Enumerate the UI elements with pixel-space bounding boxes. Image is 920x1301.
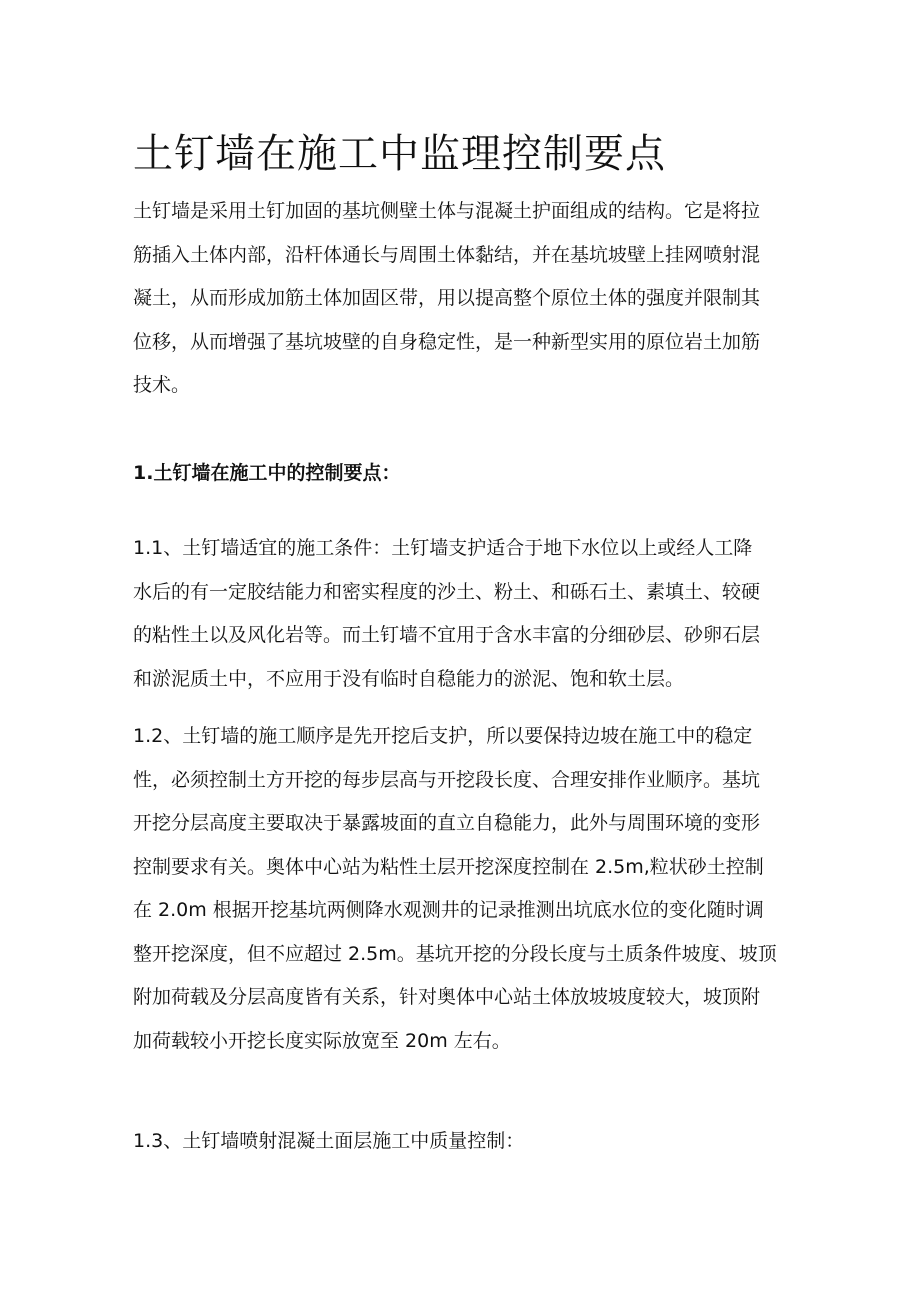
section-1-heading: 1.土钉墙在施工中的控制要点：: [133, 462, 401, 484]
paragraph-line: 的粘性土以及风化岩等。而土钉墙不宜用于含水丰富的分细砂层、砂卵石层: [133, 624, 761, 646]
section-1-1-paragraph: [133, 527, 793, 701]
paragraph-line: 1.2、土钉墙的施工顺序是先开挖后支护，所以要保持边坡在施工中的稳定: [133, 725, 753, 747]
paragraph-line: 水后的有一定胶结能力和密实程度的沙土、粉土、和砾石土、素填土、较硬: [133, 580, 761, 603]
paragraph-line: 技术。: [133, 374, 191, 396]
paragraph-line: 筋插入土体内部，沿杆体通长与周围土体黏结，并在基坑坡壁上挂网喷射混: [133, 243, 761, 266]
paragraph-line: 1.3、土钉墙喷射混凝土面层施工中质量控制：: [133, 1130, 525, 1152]
paragraph-line: 土钉墙是采用土钉加固的基坑侧壁土体与混凝土护面组成的结构。它是将拉: [133, 200, 761, 222]
section-1-3-heading: [133, 1120, 793, 1164]
paragraph-line: 开挖分层高度主要取决于暴露坡面的直立自稳能力，此外与周围环境的变形: [133, 812, 761, 834]
intro-paragraph: [133, 190, 793, 408]
section-1-2-paragraph: [133, 715, 793, 1063]
paragraph-line: 控制要求有关。奥体中心站为粘性土层开挖深度控制在 2.5m,粒状砂土控制: [133, 855, 764, 878]
paragraph-line: 凝土，从而形成加筋土体加固区带，用以提高整个原位土体的强度并限制其: [133, 287, 761, 309]
paragraph-line: 在 2.0m 根据开挖基坑两侧降水观测井的记录推测出坑底水位的变化随时调: [133, 899, 764, 921]
paragraph-line: 位移，从而增强了基坑坡壁的自身稳定性，是一种新型实用的原位岩土加筋: [133, 330, 761, 353]
paragraph-line: 和淤泥质土中，不应用于没有临时自稳能力的淤泥、饱和软土层。: [133, 667, 685, 690]
paragraph-line: 整开挖深度，但不应超过 2.5m。基坑开挖的分段长度与土质条件坡度、坡顶: [133, 942, 777, 965]
paragraph-line: 1.1、土钉墙适宜的施工条件：土钉墙支护适合于地下水位以上或经人工降: [133, 537, 753, 559]
paragraph-line: 附加荷载及分层高度皆有关系，针对奥体中心站土体放坡坡度较大，坡顶附: [133, 986, 761, 1008]
paragraph-line: 加荷载较小开挖长度实际放宽至 20m 左右。: [133, 1029, 511, 1052]
document-title: 土钉墙在施工中监理控制要点: [133, 131, 666, 177]
paragraph-line: 性，必须控制土方开挖的每步层高与开挖段长度、合理安排作业顺序。基坑: [133, 768, 761, 791]
